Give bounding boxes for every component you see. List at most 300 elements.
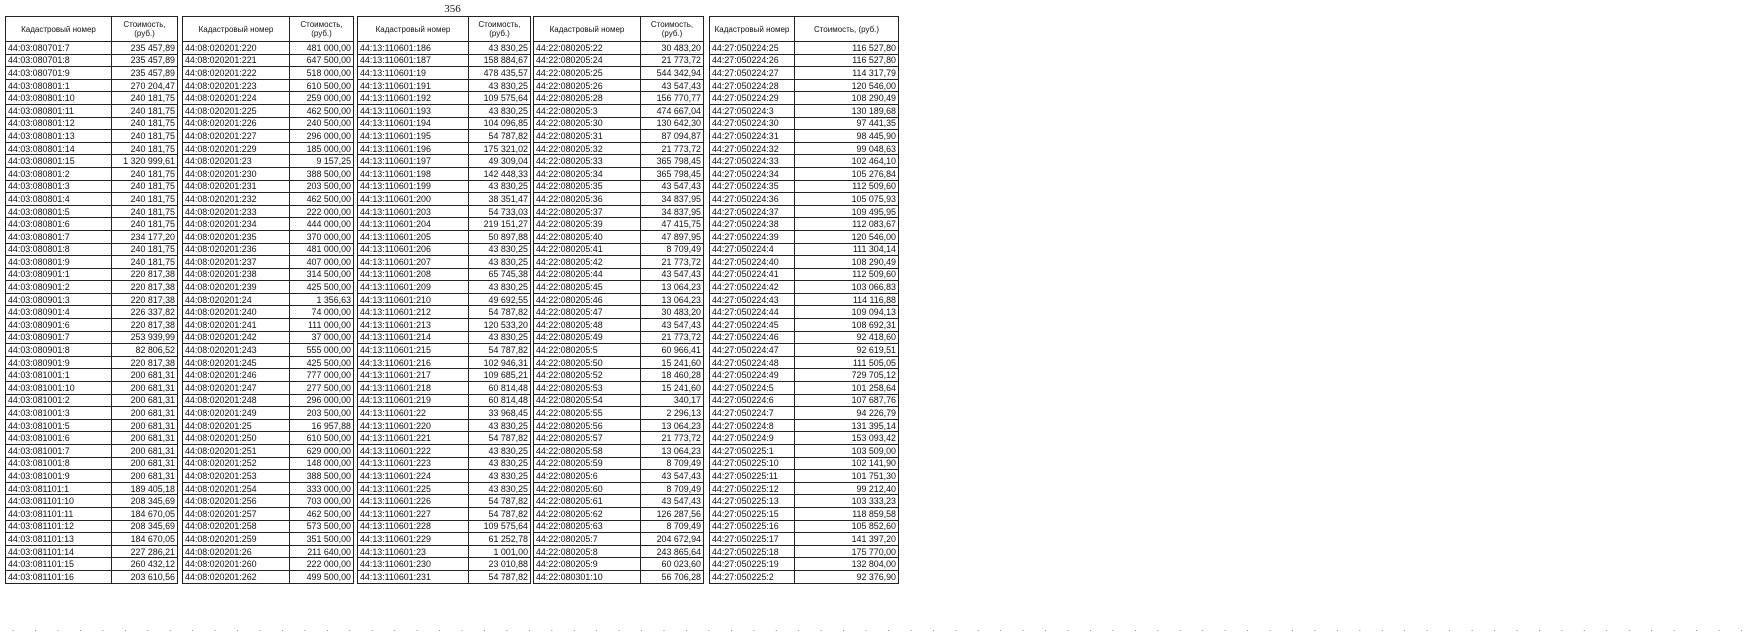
cost-value: 240 181,75 — [112, 193, 178, 206]
cost-value: 103 509,00 — [795, 445, 899, 458]
cost-value: 270 204,47 — [112, 79, 178, 92]
cost-value: 200 681,31 — [112, 369, 178, 382]
cost-value: 43 547,43 — [641, 180, 704, 193]
table-row — [358, 104, 531, 117]
cadastral-number: 44:03:081001:5 — [6, 419, 112, 432]
table-row — [710, 92, 899, 105]
cadastral-number: 44:08:020201:222 — [183, 67, 290, 80]
table-row — [710, 520, 899, 533]
cadastral-number: 44:22:080205:56 — [534, 419, 641, 432]
cost-value: 240 181,75 — [112, 130, 178, 143]
table-row — [534, 180, 704, 193]
cost-value: 13 064,23 — [641, 445, 704, 458]
table-row — [534, 218, 704, 231]
cadastral-number: 44:03:081101:10 — [6, 495, 112, 508]
table-row — [534, 230, 704, 243]
cost-value: 105 075,93 — [795, 193, 899, 206]
table-row — [534, 155, 704, 168]
table-row — [534, 67, 704, 80]
table-row — [710, 470, 899, 483]
table-row — [710, 495, 899, 508]
cost-value: 203 500,00 — [290, 407, 354, 420]
table-row — [6, 155, 178, 168]
table-row — [534, 382, 704, 395]
table-row — [183, 256, 354, 269]
cost-value: 43 547,43 — [641, 268, 704, 281]
table-row — [358, 495, 531, 508]
cadastral-number: 44:03:081101:1 — [6, 482, 112, 495]
cadastral-number: 44:03:080801:3 — [6, 180, 112, 193]
table-row — [6, 382, 178, 395]
cadastral-number: 44:13:110601:194 — [358, 117, 469, 130]
cadastral-number: 44:08:020201:232 — [183, 193, 290, 206]
cost-value: 104 096,85 — [469, 117, 531, 130]
cadastral-number: 44:27:050224:40 — [710, 256, 795, 269]
cost-value: 102 464,10 — [795, 155, 899, 168]
cadastral-number: 44:03:080801:12 — [6, 117, 112, 130]
cost-value: 18 460,28 — [641, 369, 704, 382]
cost-value: 333 000,00 — [290, 482, 354, 495]
cost-value: 30 483,20 — [641, 42, 704, 55]
cadastral-number: 44:08:020201:233 — [183, 205, 290, 218]
cost-value: 474 667,04 — [641, 104, 704, 117]
table-row — [358, 167, 531, 180]
cadastral-number: 44:08:020201:241 — [183, 319, 290, 332]
table-row — [710, 193, 899, 206]
cadastral-number: 44:22:080205:63 — [534, 520, 641, 533]
table-row — [183, 558, 354, 571]
cadastral-number: 44:08:020201:256 — [183, 495, 290, 508]
cost-value: 240 181,75 — [112, 256, 178, 269]
cadastral-number: 44:08:020201:250 — [183, 432, 290, 445]
table-row — [183, 470, 354, 483]
cost-value: 555 000,00 — [290, 344, 354, 357]
cost-value: 8 709,49 — [641, 482, 704, 495]
cost-value: 92 418,60 — [795, 331, 899, 344]
table-row — [183, 520, 354, 533]
cadastral-number: 44:08:020201:229 — [183, 142, 290, 155]
table-row — [6, 256, 178, 269]
cadastral-number: 44:22:080205:58 — [534, 445, 641, 458]
cadastral-table — [709, 16, 899, 584]
table-row — [710, 394, 899, 407]
cost-value: 462 500,00 — [290, 507, 354, 520]
cost-value: 240 181,75 — [112, 218, 178, 231]
cadastral-number: 44:27:050224:33 — [710, 155, 795, 168]
cadastral-number: 44:22:080205:25 — [534, 67, 641, 80]
cadastral-number: 44:08:020201:247 — [183, 382, 290, 395]
cost-value: 235 457,89 — [112, 42, 178, 55]
cost-header: Стоимость, (руб.) — [469, 17, 531, 42]
cost-value: 130 642,30 — [641, 117, 704, 130]
table-row — [710, 79, 899, 92]
cadastral-number: 44:27:050224:29 — [710, 92, 795, 105]
cadastral-number: 44:22:080205:57 — [534, 432, 641, 445]
cadastral-number: 44:27:050224:32 — [710, 142, 795, 155]
cost-value: 200 681,31 — [112, 432, 178, 445]
cadastral-number: 44:08:020201:252 — [183, 457, 290, 470]
table-row — [710, 419, 899, 432]
cadastral-number: 44:08:020201:237 — [183, 256, 290, 269]
cost-value: 43 830,25 — [469, 180, 531, 193]
cost-value: 296 000,00 — [290, 394, 354, 407]
cost-value: 499 500,00 — [290, 570, 354, 583]
cost-value: 54 787,82 — [469, 344, 531, 357]
table-row — [534, 54, 704, 67]
cost-value: 131 395,14 — [795, 419, 899, 432]
table-row — [710, 117, 899, 130]
cost-value: 109 575,64 — [469, 92, 531, 105]
cadastral-number: 44:22:080205:30 — [534, 117, 641, 130]
cost-value: 130 189,68 — [795, 104, 899, 117]
cost-value: 112 083,67 — [795, 218, 899, 231]
cadastral-number: 44:27:050225:1 — [710, 445, 795, 458]
cost-value: 102 141,90 — [795, 457, 899, 470]
table-row — [6, 507, 178, 520]
cost-value: 259 000,00 — [290, 92, 354, 105]
table-row — [6, 331, 178, 344]
cost-value: 60 966,41 — [641, 344, 704, 357]
table-row — [183, 344, 354, 357]
cost-value: 92 619,51 — [795, 344, 899, 357]
cadastral-number: 44:08:020201:25 — [183, 419, 290, 432]
cost-value: 33 968,45 — [469, 407, 531, 420]
cadastral-number: 44:08:020201:258 — [183, 520, 290, 533]
cost-value: 87 094,87 — [641, 130, 704, 143]
cadastral-number: 44:08:020201:239 — [183, 281, 290, 294]
cadastral-number: 44:08:020201:253 — [183, 470, 290, 483]
table-row — [534, 193, 704, 206]
cadastral-table — [182, 16, 354, 584]
cadastral-number: 44:13:110601:195 — [358, 130, 469, 143]
cadastral-number: 44:22:080205:32 — [534, 142, 641, 155]
header-row — [534, 17, 704, 42]
table-row — [358, 142, 531, 155]
cadastral-number-header: Кадастровый номер — [534, 17, 641, 42]
cost-value: 60 814,48 — [469, 382, 531, 395]
table-row — [534, 558, 704, 571]
table-row — [6, 142, 178, 155]
cadastral-number: 44:22:080205:35 — [534, 180, 641, 193]
table-row — [358, 230, 531, 243]
cadastral-number: 44:08:020201:240 — [183, 306, 290, 319]
table-row — [358, 256, 531, 269]
table-row — [183, 92, 354, 105]
cadastral-number: 44:13:110601:197 — [358, 155, 469, 168]
cadastral-number: 44:03:080801:5 — [6, 205, 112, 218]
table-row — [358, 180, 531, 193]
cadastral-number: 44:13:110601:23 — [358, 545, 469, 558]
cost-value: 200 681,31 — [112, 470, 178, 483]
table-row — [358, 445, 531, 458]
cost-value: 111 505,05 — [795, 356, 899, 369]
cadastral-number: 44:22:080205:39 — [534, 218, 641, 231]
cadastral-number: 44:22:080205:49 — [534, 331, 641, 344]
cost-value: 65 745,38 — [469, 268, 531, 281]
cadastral-number-header: Кадастровый номер — [6, 17, 112, 42]
cost-value: 101 258,64 — [795, 382, 899, 395]
table-row — [534, 457, 704, 470]
cost-value: 8 709,49 — [641, 457, 704, 470]
table-row — [358, 117, 531, 130]
cost-value: 200 681,31 — [112, 445, 178, 458]
cadastral-number: 44:13:110601:221 — [358, 432, 469, 445]
cost-value: 240 181,75 — [112, 104, 178, 117]
table-row — [358, 54, 531, 67]
cadastral-number: 44:08:020201:227 — [183, 130, 290, 143]
cadastral-number: 44:03:080901:2 — [6, 281, 112, 294]
cadastral-table — [533, 16, 704, 584]
table-row — [183, 495, 354, 508]
cadastral-number: 44:13:110601:220 — [358, 419, 469, 432]
cadastral-number: 44:03:080701:9 — [6, 67, 112, 80]
cost-value: 43 830,25 — [469, 482, 531, 495]
cost-value: 107 687,76 — [795, 394, 899, 407]
cost-value: 21 773,72 — [641, 331, 704, 344]
cadastral-number: 44:13:110601:227 — [358, 507, 469, 520]
table-row — [183, 545, 354, 558]
cost-value: 544 342,94 — [641, 67, 704, 80]
cost-value: 114 317,79 — [795, 67, 899, 80]
cadastral-number: 44:03:080901:9 — [6, 356, 112, 369]
cadastral-number: 44:13:110601:22 — [358, 407, 469, 420]
cadastral-number: 44:08:020201:231 — [183, 180, 290, 193]
cadastral-number: 44:27:050225:19 — [710, 558, 795, 571]
cadastral-number: 44:27:050224:36 — [710, 193, 795, 206]
table-row — [358, 218, 531, 231]
table-row — [534, 92, 704, 105]
cost-value: 314 500,00 — [290, 268, 354, 281]
cost-value: 340,17 — [641, 394, 704, 407]
table-row — [358, 545, 531, 558]
cost-value: 219 151,27 — [469, 218, 531, 231]
cadastral-number: 44:27:050224:34 — [710, 167, 795, 180]
cadastral-number: 44:27:050224:46 — [710, 331, 795, 344]
header-row — [710, 17, 899, 42]
table-row — [710, 331, 899, 344]
cost-value: 102 946,31 — [469, 356, 531, 369]
cadastral-number: 44:03:080901:8 — [6, 344, 112, 357]
cost-value: 15 241,60 — [641, 382, 704, 395]
cadastral-number: 44:22:080205:50 — [534, 356, 641, 369]
cost-value: 94 226,79 — [795, 407, 899, 420]
cost-value: 108 290,49 — [795, 256, 899, 269]
cadastral-number: 44:13:110601:208 — [358, 268, 469, 281]
cost-value: 118 859,58 — [795, 507, 899, 520]
cost-value: 141 397,20 — [795, 533, 899, 546]
cost-value: 175 321,02 — [469, 142, 531, 155]
table-row — [183, 419, 354, 432]
cadastral-number: 44:03:081001:3 — [6, 407, 112, 420]
page-number: 356 — [444, 3, 461, 15]
cost-value: 103 066,83 — [795, 281, 899, 294]
table-row — [6, 67, 178, 80]
cadastral-number: 44:22:080205:8 — [534, 545, 641, 558]
cost-value: 365 798,45 — [641, 155, 704, 168]
cadastral-number: 44:13:110601:217 — [358, 369, 469, 382]
cadastral-number: 44:03:081001:10 — [6, 382, 112, 395]
table-row — [358, 419, 531, 432]
cost-value: 148 000,00 — [290, 457, 354, 470]
cost-value: 43 830,25 — [469, 457, 531, 470]
cost-value: 105 276,84 — [795, 167, 899, 180]
cadastral-number: 44:03:080801:8 — [6, 243, 112, 256]
cost-value: 211 640,00 — [290, 545, 354, 558]
table-row — [183, 155, 354, 168]
table-row — [534, 344, 704, 357]
cadastral-number: 44:22:080205:22 — [534, 42, 641, 55]
table-row — [6, 394, 178, 407]
cadastral-number: 44:27:050224:48 — [710, 356, 795, 369]
cost-value: 13 064,23 — [641, 293, 704, 306]
cadastral-number: 44:27:050225:10 — [710, 457, 795, 470]
table-row — [183, 79, 354, 92]
table-row — [710, 243, 899, 256]
cadastral-number: 44:22:080205:54 — [534, 394, 641, 407]
table-row — [358, 130, 531, 143]
cadastral-number: 44:08:020201:242 — [183, 331, 290, 344]
table-row — [6, 533, 178, 546]
table-row — [710, 344, 899, 357]
cadastral-number: 44:27:050224:44 — [710, 306, 795, 319]
cadastral-number: 44:27:050224:39 — [710, 230, 795, 243]
table-row — [358, 382, 531, 395]
table-row — [6, 92, 178, 105]
table-row — [6, 432, 178, 445]
cost-value: 112 509,60 — [795, 268, 899, 281]
cost-value: 54 787,82 — [469, 432, 531, 445]
cadastral-number: 44:03:081001:1 — [6, 369, 112, 382]
cadastral-table — [5, 16, 178, 584]
cost-value: 108 290,49 — [795, 92, 899, 105]
table-row — [710, 382, 899, 395]
table-row — [358, 507, 531, 520]
table-row — [6, 243, 178, 256]
cost-value: 158 884,67 — [469, 54, 531, 67]
table-row — [358, 356, 531, 369]
cost-value: 111 304,14 — [795, 243, 899, 256]
cost-value: 1 320 999,61 — [112, 155, 178, 168]
cost-value: 101 751,30 — [795, 470, 899, 483]
table-row — [358, 533, 531, 546]
cost-value: 49 692,55 — [469, 293, 531, 306]
cadastral-number: 44:08:020201:220 — [183, 42, 290, 55]
cost-value: 109 094,13 — [795, 306, 899, 319]
cost-header: Стоимость, (руб.) — [795, 17, 899, 42]
table-row — [358, 92, 531, 105]
table-row — [710, 54, 899, 67]
cadastral-number: 44:08:020201:249 — [183, 407, 290, 420]
cadastral-number: 44:27:050224:43 — [710, 293, 795, 306]
cadastral-number: 44:22:080205:33 — [534, 155, 641, 168]
table-row — [183, 533, 354, 546]
cadastral-number: 44:13:110601:198 — [358, 167, 469, 180]
cost-value: 240 181,75 — [112, 92, 178, 105]
cadastral-number-header: Кадастровый номер — [183, 17, 290, 42]
cost-value: 235 457,89 — [112, 67, 178, 80]
header-row — [183, 17, 354, 42]
cost-value: 573 500,00 — [290, 520, 354, 533]
cadastral-number: 44:03:080701:7 — [6, 42, 112, 55]
table-row — [358, 243, 531, 256]
table-row — [358, 205, 531, 218]
table-row — [183, 130, 354, 143]
cost-value: 54 733,03 — [469, 205, 531, 218]
cost-value: 481 000,00 — [290, 243, 354, 256]
table-row — [6, 104, 178, 117]
cadastral-number: 44:13:110601:203 — [358, 205, 469, 218]
cost-value: 43 547,43 — [641, 79, 704, 92]
cadastral-number: 44:13:110601:212 — [358, 306, 469, 319]
table-row — [358, 306, 531, 319]
cadastral-number: 44:13:110601:209 — [358, 281, 469, 294]
table-row — [183, 293, 354, 306]
cadastral-number: 44:13:110601:230 — [358, 558, 469, 571]
cadastral-number: 44:22:080205:52 — [534, 369, 641, 382]
cost-value: 208 345,69 — [112, 520, 178, 533]
table-row — [710, 180, 899, 193]
cost-value: 50 897,88 — [469, 230, 531, 243]
cadastral-number: 44:08:020201:23 — [183, 155, 290, 168]
table-row — [6, 570, 178, 583]
table-row — [6, 558, 178, 571]
table-row — [358, 67, 531, 80]
cost-value: 388 500,00 — [290, 167, 354, 180]
table-row — [534, 570, 704, 583]
cadastral-number: 44:03:081101:13 — [6, 533, 112, 546]
cadastral-number: 44:13:110601:229 — [358, 533, 469, 546]
cost-value: 92 376,90 — [795, 570, 899, 583]
cadastral-number: 44:13:110601:215 — [358, 344, 469, 357]
cost-header: Стоимость, (руб.) — [112, 17, 178, 42]
cadastral-number: 44:22:080205:26 — [534, 79, 641, 92]
cost-value: 260 432,12 — [112, 558, 178, 571]
cadastral-number: 44:27:050224:31 — [710, 130, 795, 143]
cadastral-number: 44:27:050224:41 — [710, 268, 795, 281]
table-row — [534, 495, 704, 508]
cadastral-number: 44:13:110601:192 — [358, 92, 469, 105]
cost-value: 462 500,00 — [290, 193, 354, 206]
table-row — [534, 130, 704, 143]
cost-value: 54 787,82 — [469, 570, 531, 583]
cost-value: 126 287,56 — [641, 507, 704, 520]
cadastral-number: 44:08:020201:225 — [183, 104, 290, 117]
cost-value: 34 837,95 — [641, 193, 704, 206]
cadastral-number: 44:03:081001:8 — [6, 457, 112, 470]
cost-value: 38 351,47 — [469, 193, 531, 206]
table-row — [6, 193, 178, 206]
cadastral-number: 44:03:081101:16 — [6, 570, 112, 583]
cadastral-number: 44:27:050224:6 — [710, 394, 795, 407]
table-row — [534, 293, 704, 306]
cost-value: 34 837,95 — [641, 205, 704, 218]
cadastral-number: 44:27:050224:4 — [710, 243, 795, 256]
table-row — [6, 268, 178, 281]
cadastral-number: 44:27:050224:49 — [710, 369, 795, 382]
table-row — [534, 117, 704, 130]
table-row — [183, 42, 354, 55]
table-row — [6, 369, 178, 382]
cadastral-number: 44:27:050224:28 — [710, 79, 795, 92]
cadastral-number: 44:13:110601:199 — [358, 180, 469, 193]
table-row — [710, 293, 899, 306]
cadastral-number: 44:08:020201:226 — [183, 117, 290, 130]
cadastral-number: 44:13:110601:223 — [358, 457, 469, 470]
cost-value: 23 010,88 — [469, 558, 531, 571]
cost-value: 109 575,64 — [469, 520, 531, 533]
cadastral-number: 44:22:080205:24 — [534, 54, 641, 67]
cost-value: 220 817,38 — [112, 356, 178, 369]
